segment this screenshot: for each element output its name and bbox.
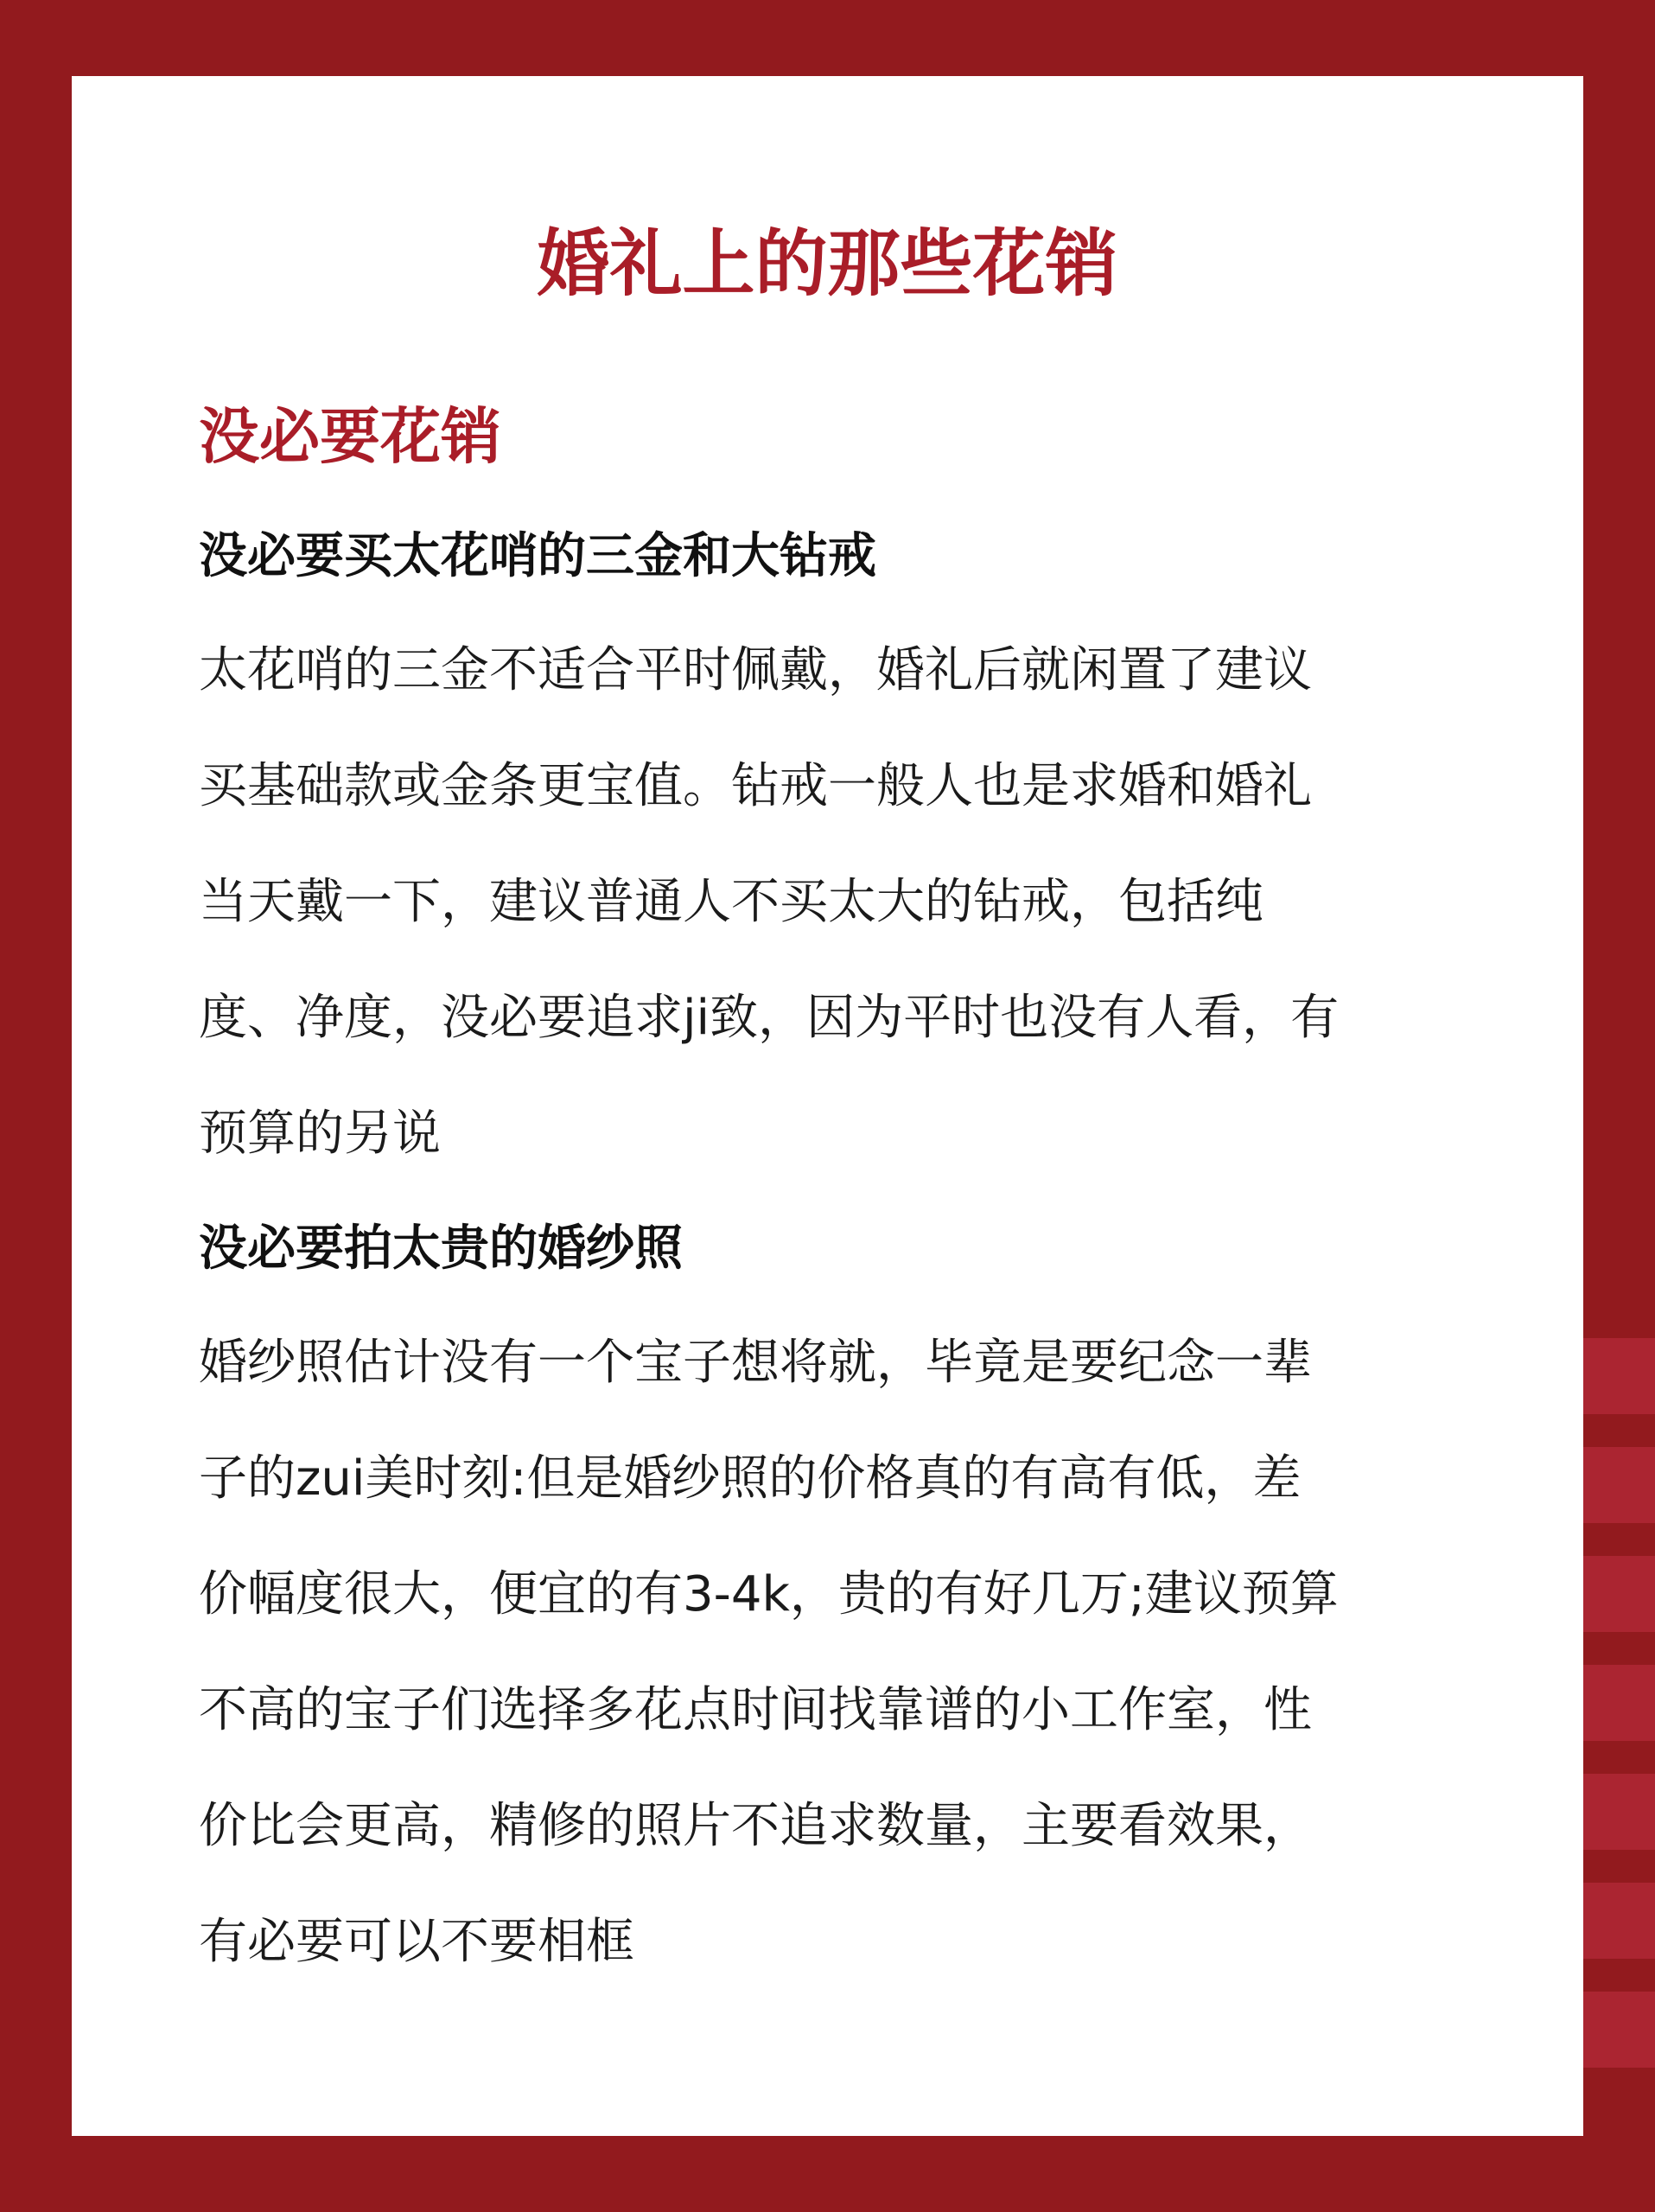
decorative-stripe <box>1583 1665 1655 1741</box>
paragraph-line: 买基础款或金条更宝值。钻戒一般人也是求婚和婚礼 <box>199 758 1312 814</box>
subheading-wedding-photos: 没必要拍太贵的婚纱照 <box>199 1221 683 1277</box>
page-title: 婚礼上的那些花销 <box>537 221 1118 306</box>
paragraph-line: 有必要可以不要相框 <box>199 1914 634 1970</box>
paragraph-line: 不高的宝子们选择多花点时间找靠谱的小工作室，性 <box>199 1682 1312 1738</box>
paragraph-line: 预算的另说 <box>199 1106 441 1162</box>
paragraph-line: 子的zui美时刻:但是婚纱照的价格真的有高有低，差 <box>199 1450 1302 1507</box>
paragraph-rings <box>199 613 1512 1192</box>
decorative-stripe <box>1583 1774 1655 1850</box>
decorative-stripe <box>1583 1447 1655 1523</box>
paragraph-line: 太花哨的三金不适合平时佩戴，婚礼后就闲置了建议 <box>199 642 1312 698</box>
paragraph-line: 度、净度，没必要追求ji致，因为平时也没有人看，有 <box>199 990 1340 1046</box>
paragraph-wedding-photos <box>199 1305 1512 2000</box>
paragraph-line: 当天戴一下，建议普通人不买太大的钻戒，包括纯 <box>199 874 1264 930</box>
subheading-rings: 没必要买太花哨的三金和大钻戒 <box>199 528 876 584</box>
decorative-stripe <box>1583 1992 1655 2068</box>
decorative-stripe <box>1583 1883 1655 1959</box>
paragraph-line: 婚纱照估计没有一个宝子想将就，毕竟是要纪念一辈 <box>199 1335 1312 1391</box>
paragraph-line: 价比会更高，精修的照片不追求数量，主要看效果， <box>199 1798 1312 1854</box>
decorative-stripe <box>1583 1338 1655 1414</box>
paragraph-line: 价幅度很大，便宜的有3-4k，贵的有好几万;建议预算 <box>199 1566 1339 1622</box>
decorative-stripe <box>1583 1556 1655 1632</box>
section-heading: 没必要花销 <box>199 401 501 472</box>
